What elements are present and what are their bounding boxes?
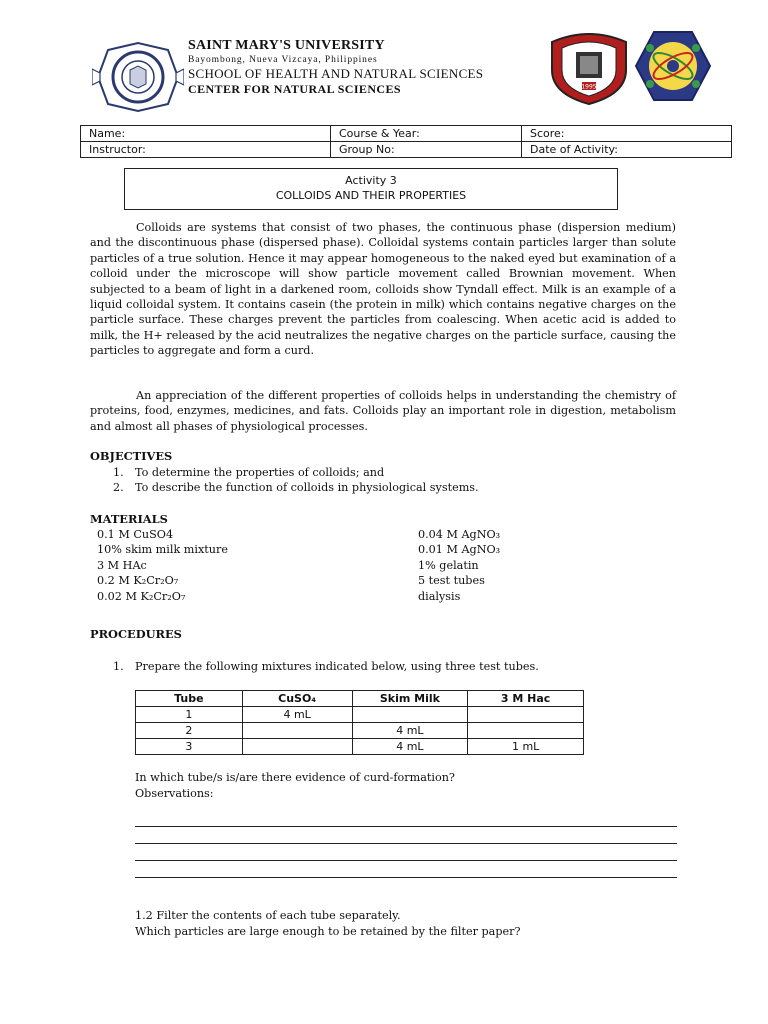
intro-paragraph-2: An appreciation of the different properties of colloids helps in understanding the chemistry of proteins, food, enzymes, medicines, and fats. Colloids play an important role in digestion, metabolism and almost all phases of physiological processes. xyxy=(90,389,676,433)
table-row xyxy=(136,707,584,723)
material-item: 0.01 M AgNO₃ xyxy=(418,543,501,557)
svg-text:1995: 1995 xyxy=(581,83,597,91)
activity-title-box xyxy=(124,168,618,210)
material-item: dialysis xyxy=(418,589,461,603)
activity-title: COLLOIDS AND THEIR PROPERTIES xyxy=(275,189,467,202)
list-text: To determine the properties of colloids; and xyxy=(135,466,385,479)
material-item: 3 M HAc xyxy=(97,558,147,572)
table-cell xyxy=(242,723,352,739)
list-item xyxy=(113,465,479,480)
objectives-heading: OBJECTIVES xyxy=(90,449,173,463)
materials-list-right xyxy=(418,527,500,604)
list-number: 2. xyxy=(113,481,124,495)
center-logo xyxy=(634,28,712,104)
table-cell: 2 xyxy=(136,723,243,739)
table-cell: 1 mL xyxy=(468,739,584,755)
table-cell xyxy=(468,707,584,723)
table-cell xyxy=(242,739,352,755)
list-text: To describe the function of colloids in physiological systems. xyxy=(135,481,479,495)
table-header: Tube xyxy=(136,691,243,707)
step-number: 1. xyxy=(113,660,124,673)
university-name: SAINT MARY'S UNIVERSITY xyxy=(188,38,385,53)
table-cell: 1 xyxy=(136,707,243,723)
school-seal-logo xyxy=(546,30,632,106)
answer-line[interactable] xyxy=(135,860,677,861)
course-year-field[interactable]: Course & Year: xyxy=(331,126,522,142)
school-name: SCHOOL OF HEALTH AND NATURAL SCIENCES xyxy=(188,66,484,81)
materials-list-left xyxy=(97,527,228,604)
answer-line[interactable] xyxy=(135,826,677,827)
answer-line[interactable] xyxy=(135,843,677,844)
table-header: Skim Milk xyxy=(352,691,468,707)
group-no-field[interactable]: Group No: xyxy=(331,142,522,158)
center-name: CENTER FOR NATURAL SCIENCES xyxy=(188,82,401,96)
student-info-table xyxy=(80,125,732,158)
table-row xyxy=(136,739,584,755)
answer-line[interactable] xyxy=(135,877,677,878)
objectives-list xyxy=(113,465,479,496)
filter-question: Which particles are large enough to be retained by the filter paper? xyxy=(135,925,521,938)
curd-question: In which tube/s is/are there evidence of curd-formation? xyxy=(135,771,455,784)
table-cell xyxy=(352,707,468,723)
material-item: 0.1 M CuSO4 xyxy=(97,528,174,541)
table-cell xyxy=(468,723,584,739)
material-item: 0.02 M K₂Cr₂O₇ xyxy=(97,589,186,603)
material-item: 10% skim milk mixture xyxy=(97,543,228,557)
list-number: 1. xyxy=(113,466,124,479)
intro-paragraph-1: Colloids are systems that consist of two phases, the continuous phase (dispersion medium) and the discontinuous phase (dispersed phase). Colloidal systems contain particles larger than solute particles of a true solution. Hence it may appear homogeneous to the naked eyed but examination of a colloid under the microscope will show particle movement called Brownian movement. When subjected to a beam of light in a darkened room, colloids show Tyndall effect. Milk is an example of a liquid colloidal system. It contains casein (the protein in milk) which contains negative charges on the particle surface. These charges prevent the particles from coalescing. When acetic acid is added to milk, the H+ released by the acid neutralizes the negative charges on the particle surface, causing the particles to aggregate and form a curd. xyxy=(90,221,676,358)
material-item: 0.2 M K₂Cr₂O₇ xyxy=(97,574,179,588)
procedure-step-1 xyxy=(113,660,539,673)
list-item xyxy=(113,480,479,495)
date-of-activity-field[interactable]: Date of Activity: xyxy=(522,142,732,158)
table-cell: 4 mL xyxy=(242,707,352,723)
table-header: 3 M Hac xyxy=(468,691,584,707)
university-logo xyxy=(92,40,184,114)
material-item: 1% gelatin xyxy=(418,558,479,572)
instructor-field[interactable]: Instructor: xyxy=(81,142,331,158)
table-row xyxy=(136,723,584,739)
table-cell: 3 xyxy=(136,739,243,755)
material-item: 5 test tubes xyxy=(418,574,485,588)
table-cell: 4 mL xyxy=(352,739,468,755)
material-item: 0.04 M AgNO₃ xyxy=(418,528,501,541)
activity-number: Activity 3 xyxy=(345,174,397,187)
table-header: CuSO₄ xyxy=(242,691,352,707)
step-text: Prepare the following mixtures indicated below, using three test tubes. xyxy=(135,660,539,673)
procedure-step-1-2: 1.2 Filter the contents of each tube separately. xyxy=(135,909,401,922)
table-cell: 4 mL xyxy=(352,723,468,739)
header-text-block xyxy=(188,38,483,97)
observations-label: Observations: xyxy=(135,787,214,800)
mixtures-table xyxy=(135,690,584,755)
name-field[interactable]: Name: xyxy=(81,126,331,142)
score-field[interactable]: Score: xyxy=(522,126,732,142)
materials-heading: MATERIALS xyxy=(90,512,168,526)
procedures-heading: PROCEDURES xyxy=(90,627,182,641)
university-location: Bayombong, Nueva Vizcaya, Philippines xyxy=(188,55,378,65)
